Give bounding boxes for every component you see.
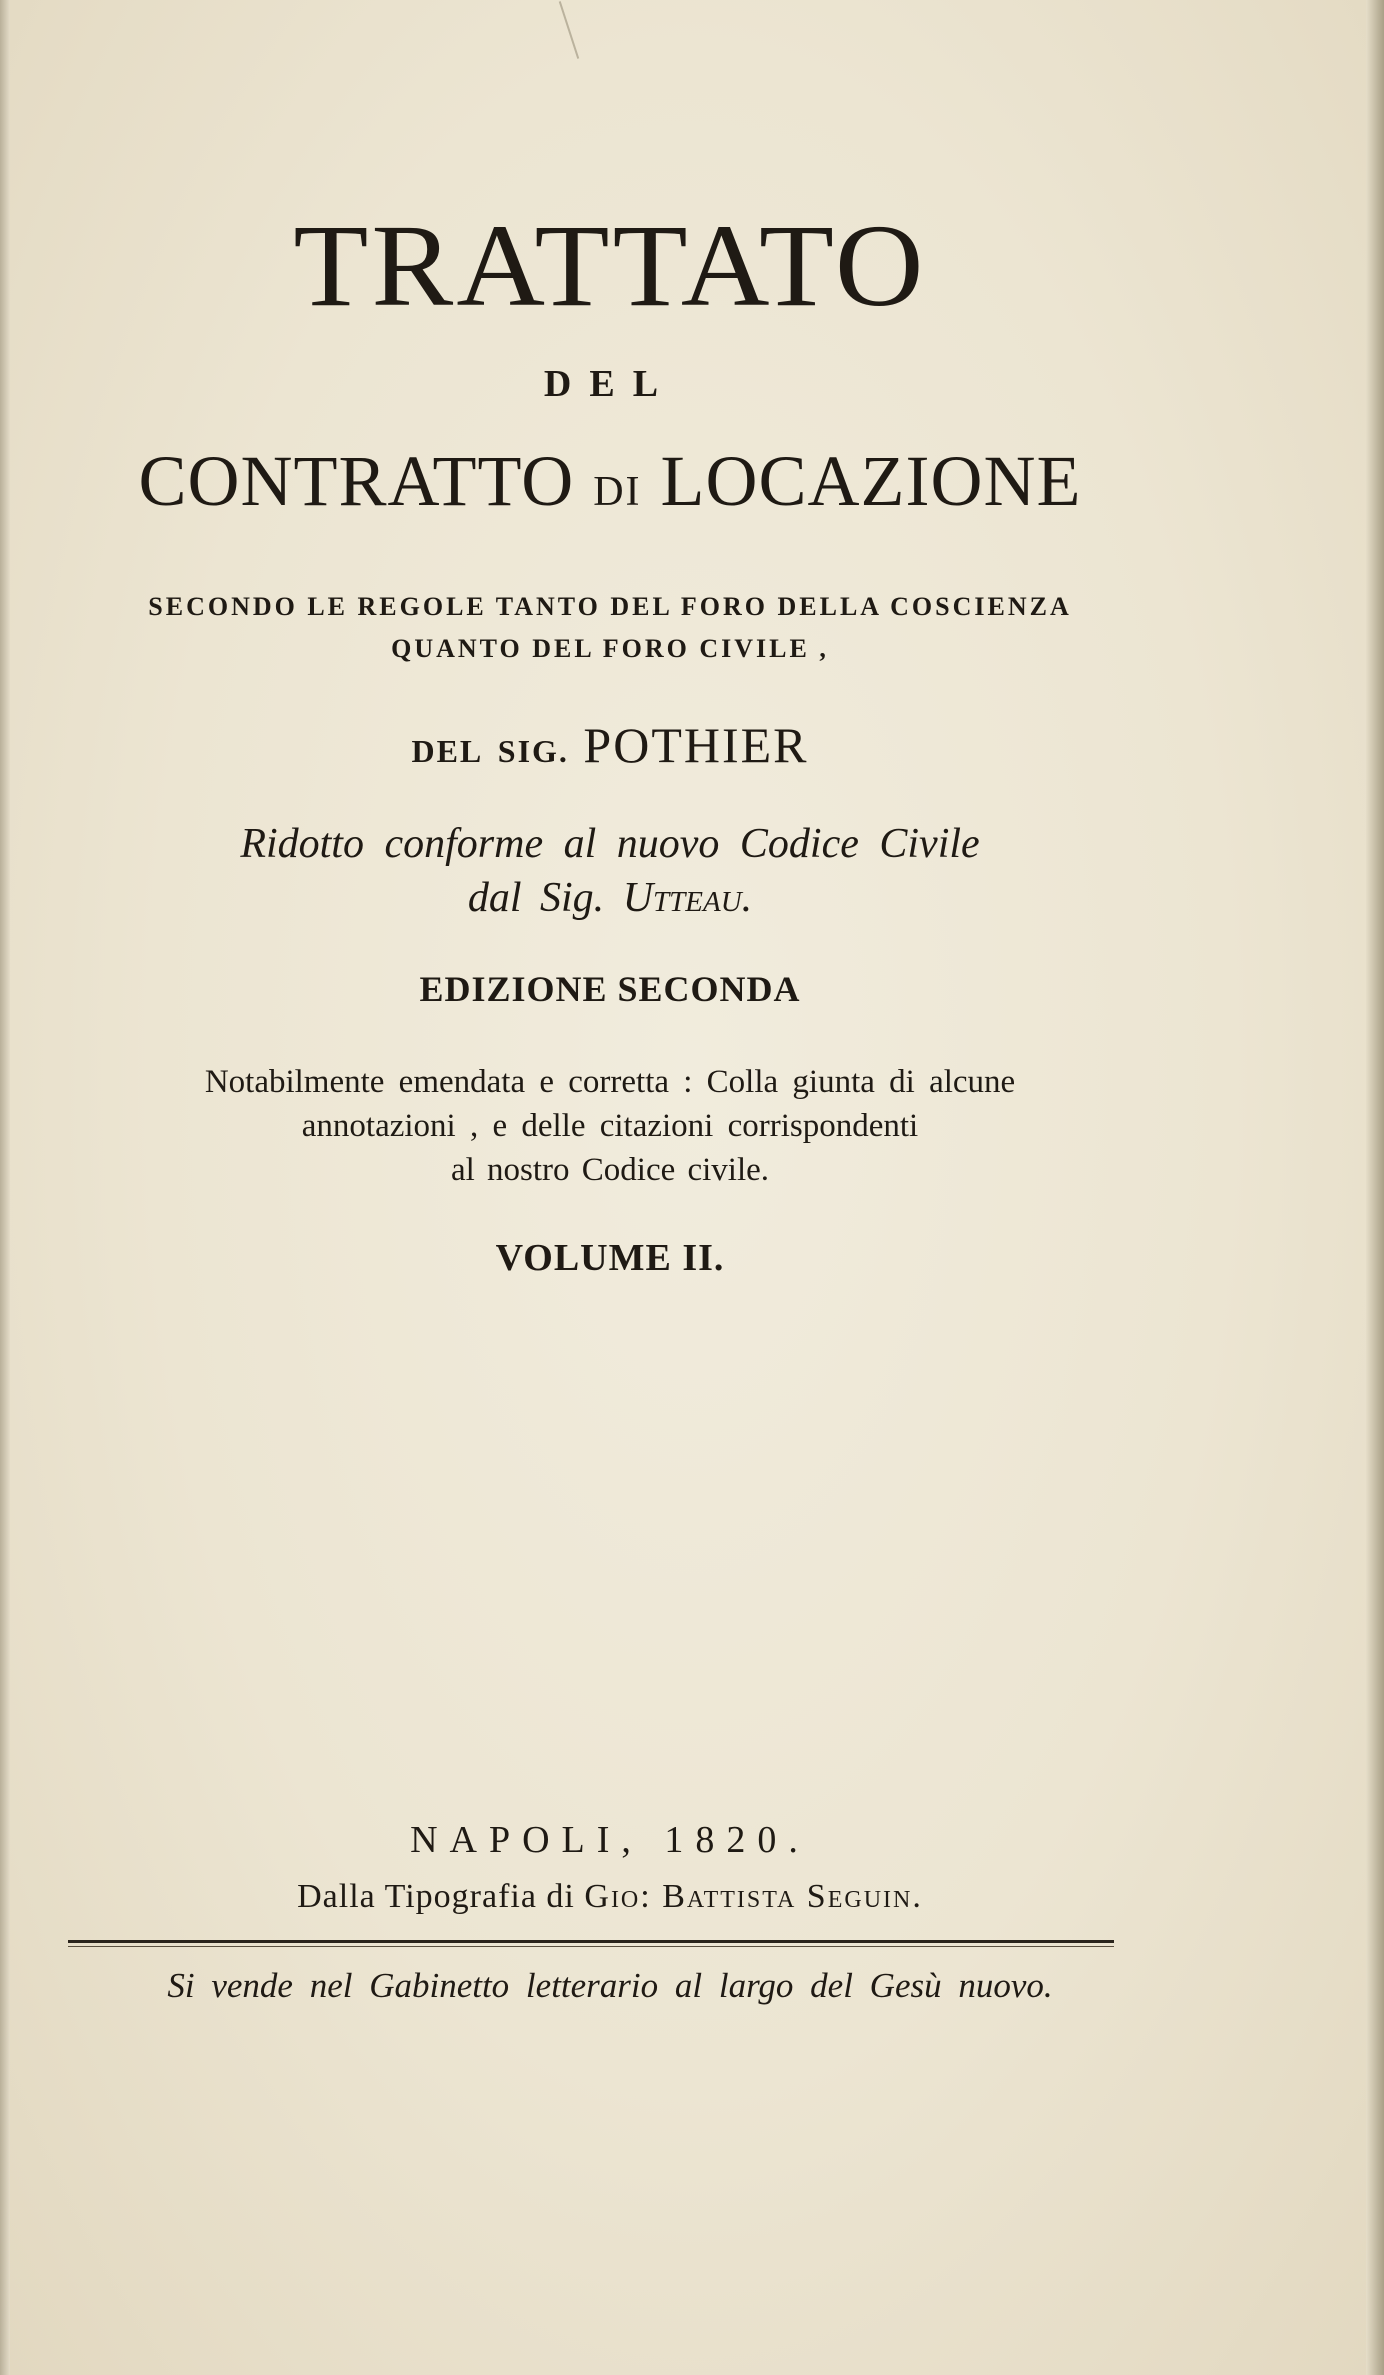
author-sig: SIG. (497, 733, 569, 769)
note-line-2: annotazioni , e delle citazioni corrispondenti (301, 1108, 919, 1144)
regole-line-2: QUANTO DEL FORO CIVILE , (391, 634, 829, 663)
ridotto-line-2 (0, 874, 1220, 922)
regole-line-1: SECONDO LE REGOLE TANTO DEL FORO DELLA COSCIENZA (148, 592, 1072, 621)
book-title: TRATTATO (293, 200, 927, 331)
imprint-printer (0, 1878, 1220, 1916)
volume-number: VOLUME II. (495, 1237, 725, 1279)
ridotto-line-1: Ridotto conforme al nuovo Codice Civile (240, 821, 980, 867)
seller-note: Si vende nel Gabinetto letterario al largo del Gesù nuovo. (167, 1966, 1053, 2005)
page-right-edge (1366, 0, 1384, 2375)
ridotto-prefix: dal Sig. (467, 875, 605, 921)
subtitle-di: DI (593, 469, 642, 515)
author-line (0, 716, 1220, 774)
printer-name: Gio: Battista Seguin. (584, 1878, 923, 1915)
printer-prefix: Dalla Tipografia di (297, 1878, 575, 1915)
ridotto-editor-name: Utteau. (622, 875, 753, 921)
subtitle-part1: CONTRATTO (138, 441, 575, 521)
edition-line: EDIZIONE SECONDA (419, 969, 801, 1009)
imprint-rule (68, 1940, 1114, 1943)
book-subtitle (0, 440, 1220, 523)
scratch-mark (559, 1, 579, 59)
author-name: POTHIER (583, 717, 809, 773)
imprint-rule-thin (68, 1946, 1114, 1947)
subtitle-part2: LOCAZIONE (660, 441, 1082, 521)
title-connector: DEL (543, 363, 677, 405)
imprint-city-year: NAPOLI, 1820. (410, 1819, 810, 1861)
note-line-1: Notabilmente emendata e corretta : Colla giunta di alcune (204, 1064, 1016, 1100)
author-del: DEL (411, 733, 484, 769)
note-line-3: al nostro Codice civile. (450, 1152, 770, 1188)
